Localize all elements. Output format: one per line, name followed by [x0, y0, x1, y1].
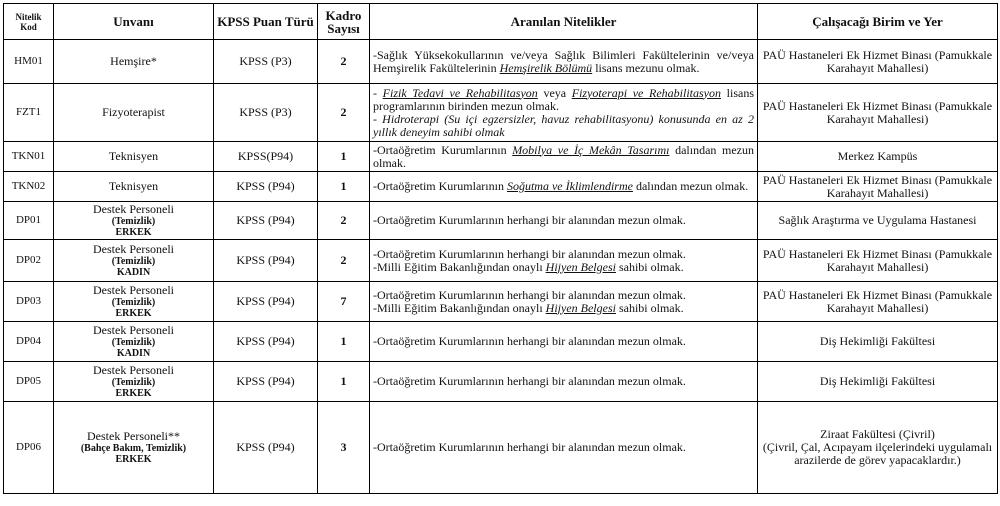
cell-title: [54, 202, 214, 240]
header-kpss: KPSS Puan Türü: [214, 4, 318, 40]
qual-text: lisans mezunu olmak.: [592, 60, 700, 75]
unit-line: Ziraat Fakültesi (Çivril): [820, 427, 935, 441]
header-unit: Çalışacağı Birim ve Yer: [758, 4, 998, 40]
qual-text: sahibi olmak.: [615, 259, 684, 274]
cell-count: 1: [318, 142, 370, 172]
qual-line: -Ortaöğretim Kurumlarının herhangi bir alanından mezun olmak.: [373, 287, 686, 302]
cell-code: DP03: [4, 282, 54, 322]
table-row: [4, 202, 998, 240]
header-qualifications: Aranılan Nitelikler: [370, 4, 758, 40]
cell-unit: PAÜ Hastaneleri Ek Hizmet Binası (Pamukkale Karahayıt Mahallesi): [758, 172, 998, 202]
cell-count: 2: [318, 202, 370, 240]
title-sub: (Temizlik): [111, 297, 156, 308]
cell-title: Teknisyen: [54, 172, 214, 202]
cell-count: 1: [318, 172, 370, 202]
cell-kpss: KPSS (P94): [214, 172, 318, 202]
cell-title: [54, 362, 214, 402]
cell-qualifications: [370, 240, 758, 282]
table-row: [4, 402, 998, 494]
cell-kpss: KPSS (P94): [214, 402, 318, 494]
qual-line: -Ortaöğretim Kurumlarının herhangi bir alanından mezun olmak.: [373, 213, 686, 227]
cell-unit: PAÜ Hastaneleri Ek Hizmet Binası (Pamukkale Karahayıt Mahallesi): [758, 84, 998, 142]
qual-italic-note: - Hidroterapi (Su içi egzersizler, havuz rehabilitasyonu) konusunda en az 2 yıllık deneyim sahibi olmak: [373, 111, 754, 139]
cell-unit: [758, 402, 998, 494]
document-page: [3, 3, 998, 494]
cell-kpss: KPSS (P94): [214, 240, 318, 282]
qual-emphasis: Hijyen Belgesi: [545, 300, 616, 315]
title-gender: ERKEK: [115, 454, 152, 465]
cell-code: DP02: [4, 240, 54, 282]
table-row: [4, 362, 998, 402]
header-title: Unvanı: [54, 4, 214, 40]
qual-text: -: [373, 85, 383, 100]
cell-kpss: KPSS (P94): [214, 282, 318, 322]
cell-title: [54, 282, 214, 322]
qual-text: dalından mezun olmak.: [373, 142, 755, 170]
cell-code: DP01: [4, 202, 54, 240]
cell-unit: PAÜ Hastaneleri Ek Hizmet Binası (Pamukkale Karahayıt Mahallesi): [758, 40, 998, 84]
qual-emphasis: Hemşirelik Bölümü: [499, 60, 593, 75]
cell-count: 1: [318, 362, 370, 402]
title-gender: ERKEK: [115, 388, 152, 399]
cell-kpss: KPSS(P94): [214, 142, 318, 172]
cell-kpss: KPSS (P94): [214, 322, 318, 362]
qual-emphasis: Fizik Tedavi ve Rehabilitasyon: [382, 85, 538, 100]
cell-title: Fizyoterapist: [54, 84, 214, 142]
cell-qualifications: [370, 282, 758, 322]
title-gender: ERKEK: [115, 227, 152, 238]
cell-code: FZT1: [4, 84, 54, 142]
cell-code: TKN01: [4, 142, 54, 172]
qual-text: -Ortaöğretim Kurumlarının: [373, 179, 507, 193]
cell-kpss: KPSS (P3): [214, 40, 318, 84]
table-row: [4, 282, 998, 322]
title-main: Destek Personeli**: [87, 429, 180, 443]
qual-text: lisans programlarının birinden mezun olmak.: [373, 85, 754, 113]
title-main: Destek Personeli: [93, 202, 174, 216]
cell-code: DP06: [4, 402, 54, 494]
cell-unit: Sağlık Araştırma ve Uygulama Hastanesi: [758, 202, 998, 240]
header-code: Nitelik Kod: [4, 4, 54, 40]
cell-unit: Diş Hekimliği Fakültesi: [758, 362, 998, 402]
cell-count: 2: [318, 240, 370, 282]
cell-qualifications: [370, 402, 758, 494]
cell-qualifications: [370, 202, 758, 240]
title-gender: KADIN: [116, 348, 151, 359]
cell-title: Teknisyen: [54, 142, 214, 172]
header-row: [4, 4, 998, 40]
table-row: [4, 84, 998, 142]
table-row: [4, 240, 998, 282]
qual-emphasis: Mobilya ve İç Mekân Tasarımı: [512, 142, 670, 157]
cell-qualifications: [370, 362, 758, 402]
title-main: Destek Personeli: [93, 363, 174, 377]
cell-qualifications: [370, 322, 758, 362]
title-gender: ERKEK: [115, 308, 152, 319]
cell-title: [54, 402, 214, 494]
cell-title: [54, 240, 214, 282]
qual-line: [373, 302, 754, 315]
qual-text: veya: [537, 85, 572, 100]
cell-count: 7: [318, 282, 370, 322]
cell-qualifications: [370, 172, 758, 202]
cell-code: HM01: [4, 40, 54, 84]
title-sub: (Temizlik): [111, 377, 156, 388]
title-sub: (Temizlik): [111, 256, 156, 267]
cell-code: TKN02: [4, 172, 54, 202]
header-count: Kadro Sayısı: [318, 4, 370, 40]
cell-title: [54, 322, 214, 362]
qual-line: -Ortaöğretim Kurumlarının herhangi bir alanından mezun olmak.: [373, 334, 686, 348]
qual-line: -Ortaöğretim Kurumlarının herhangi bir alanından mezun olmak.: [373, 246, 686, 261]
qual-line: [373, 261, 754, 274]
qual-emphasis: Soğutma ve İklimlendirme: [506, 179, 633, 193]
cell-code: DP04: [4, 322, 54, 362]
qual-line: -Ortaöğretim Kurumlarının herhangi bir alanından mezun olmak.: [373, 374, 686, 388]
cell-count: 1: [318, 322, 370, 362]
qual-text: -Milli Eğitim Bakanlığından onaylı: [373, 300, 546, 315]
table-row: [4, 142, 998, 172]
unit-note: (Çivril, Çal, Acıpayam ilçelerindeki uygulamalı arazilerde de görev yapacaklardır.): [762, 440, 993, 467]
title-sub: (Temizlik): [111, 337, 156, 348]
cell-qualifications: [370, 142, 758, 172]
cell-count: 3: [318, 402, 370, 494]
cell-count: 2: [318, 40, 370, 84]
table-row: [4, 40, 998, 84]
title-main: Destek Personeli: [93, 323, 174, 337]
title-gender: KADIN: [116, 267, 151, 278]
qual-text: sahibi olmak.: [615, 300, 684, 315]
table-row: [4, 172, 998, 202]
title-sub: (Bahçe Bakım, Temizlik): [80, 443, 187, 454]
cell-qualifications: [370, 40, 758, 84]
cell-unit: Merkez Kampüs: [758, 142, 998, 172]
table-row: [4, 322, 998, 362]
qual-text: dalından mezun olmak.: [632, 179, 749, 193]
job-requirements-table: [3, 3, 998, 494]
cell-title: Hemşire*: [54, 40, 214, 84]
qual-text: -Sağlık Yüksekokullarının ve/veya Sağlık Bilimleri Fakültelerinin ve/veya Hemşirelik Fakültelerinin: [373, 47, 754, 75]
qual-text: -Milli Eğitim Bakanlığından onaylı: [373, 259, 546, 274]
qual-line: -Ortaöğretim Kurumlarının herhangi bir alanından mezun olmak.: [373, 440, 686, 454]
cell-unit: Diş Hekimliği Fakültesi: [758, 322, 998, 362]
cell-kpss: KPSS (P3): [214, 84, 318, 142]
cell-kpss: KPSS (P94): [214, 202, 318, 240]
qual-text: -Ortaöğretim Kurumlarının: [373, 142, 513, 157]
qual-emphasis: Fizyoterapi ve Rehabilitasyon: [571, 85, 722, 100]
cell-count: 2: [318, 84, 370, 142]
title-main: Destek Personeli: [93, 242, 174, 256]
cell-code: DP05: [4, 362, 54, 402]
cell-qualifications: [370, 84, 758, 142]
title-sub: (Temizlik): [111, 216, 156, 227]
cell-unit: PAÜ Hastaneleri Ek Hizmet Binası (Pamukkale Karahayıt Mahallesi): [758, 240, 998, 282]
qual-emphasis: Hijyen Belgesi: [545, 259, 616, 274]
cell-unit: PAÜ Hastaneleri Ek Hizmet Binası (Pamukkale Karahayıt Mahallesi): [758, 282, 998, 322]
title-main: Destek Personeli: [93, 283, 174, 297]
cell-kpss: KPSS (P94): [214, 362, 318, 402]
